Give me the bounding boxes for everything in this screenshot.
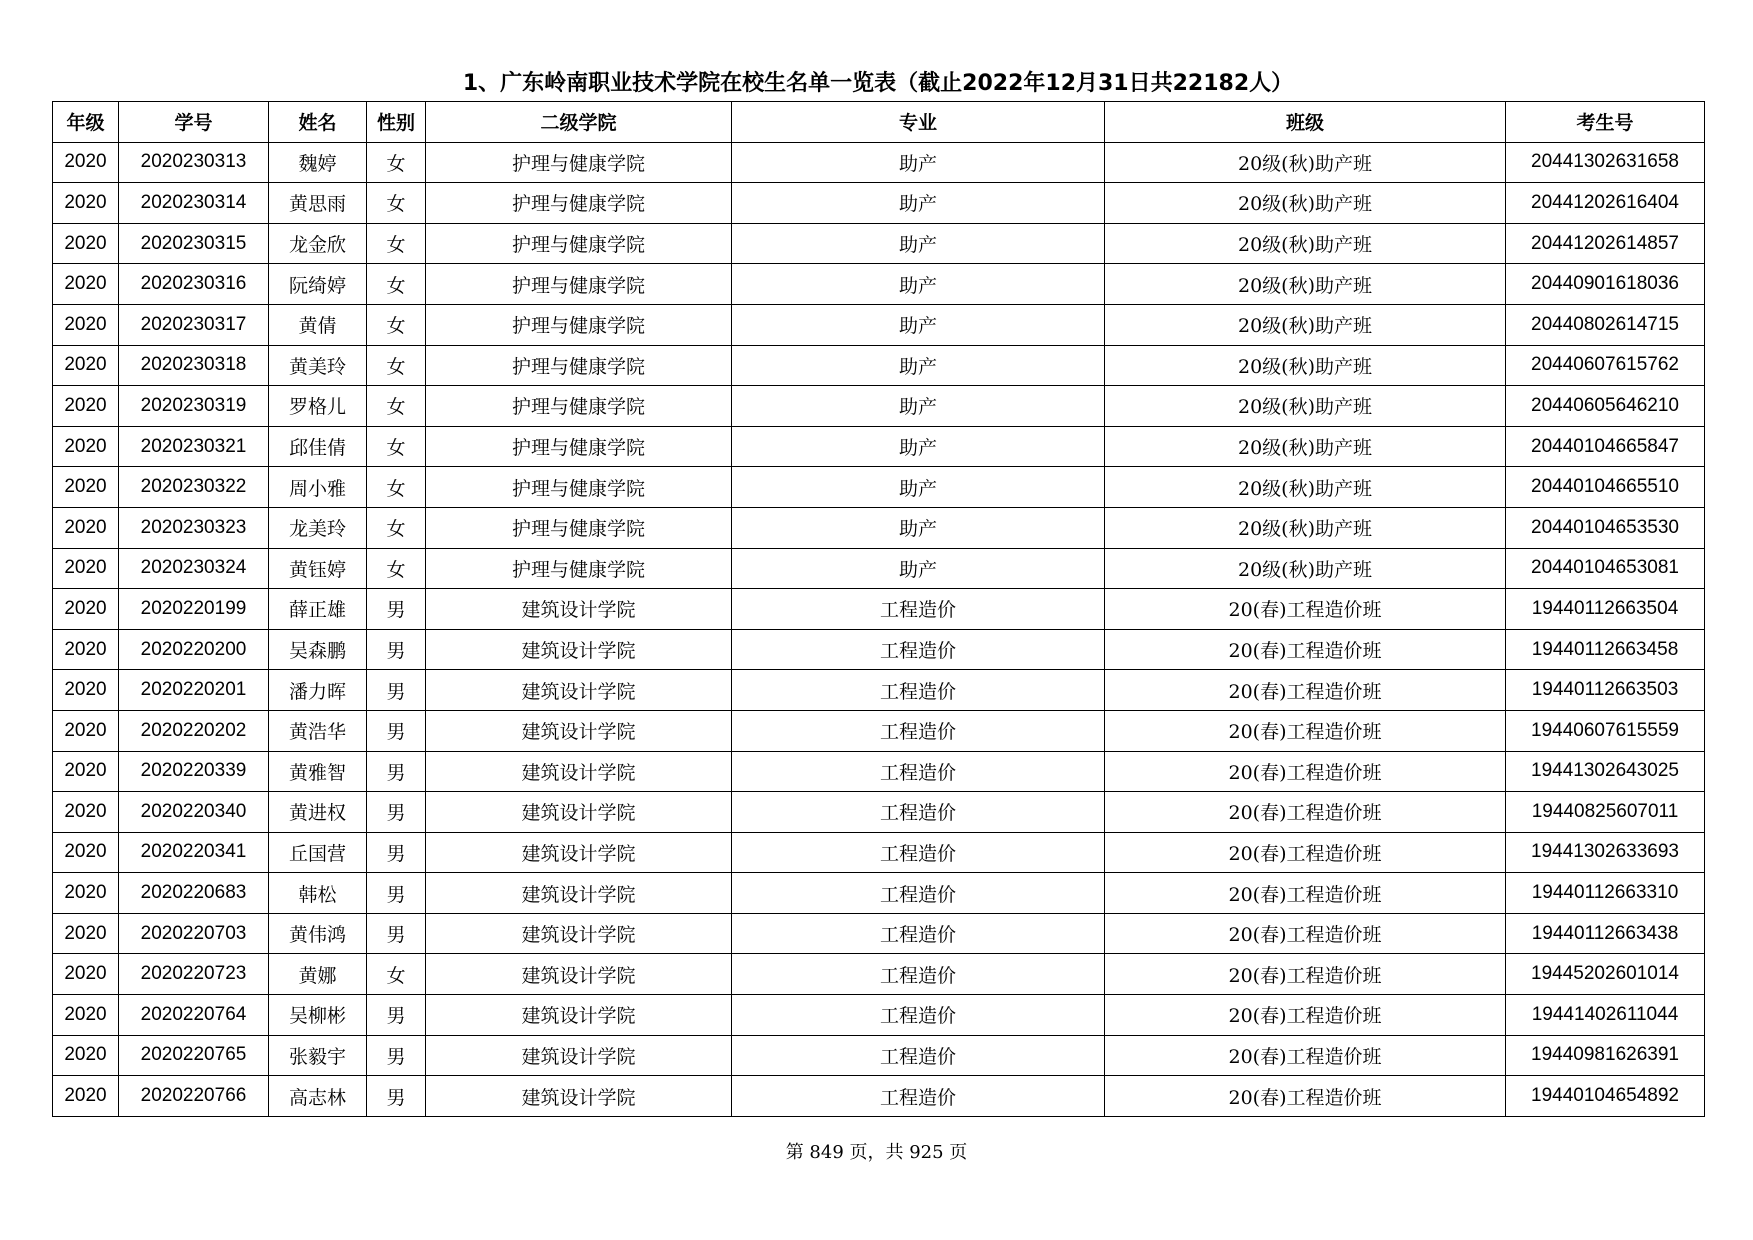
table-row [53,954,1705,995]
cell-gender: 女 [367,223,426,264]
cell-exam-number: 19441302633693 [1506,832,1705,873]
cell-gender: 女 [367,467,426,508]
cell-student-id: 2020220202 [119,710,269,751]
cell-student-id: 2020230313 [119,142,269,183]
cell-major: 工程造价 [732,913,1105,954]
cell-name: 周小雅 [269,467,367,508]
cell-student-id: 2020220703 [119,913,269,954]
cell-major: 助产 [732,548,1105,589]
cell-college: 护理与健康学院 [426,548,732,589]
cell-name: 黄进权 [269,792,367,833]
cell-class: 20(春)工程造价班 [1105,832,1506,873]
table-row [53,670,1705,711]
table-row [53,304,1705,345]
cell-exam-number: 19440981626391 [1506,1035,1705,1076]
cell-college: 建筑设计学院 [426,873,732,914]
cell-college: 护理与健康学院 [426,304,732,345]
cell-exam-number: 19440112663503 [1506,670,1705,711]
cell-student-id: 2020220683 [119,873,269,914]
cell-college: 建筑设计学院 [426,710,732,751]
cell-exam-number: 20440607615762 [1506,345,1705,386]
cell-college: 建筑设计学院 [426,792,732,833]
cell-name: 黄美玲 [269,345,367,386]
cell-major: 工程造价 [732,1035,1105,1076]
cell-class: 20级(秋)助产班 [1105,304,1506,345]
cell-grade: 2020 [53,751,119,792]
cell-class: 20(春)工程造价班 [1105,751,1506,792]
cell-name: 黄娜 [269,954,367,995]
cell-name: 薛正雄 [269,589,367,630]
cell-college: 建筑设计学院 [426,832,732,873]
cell-class: 20级(秋)助产班 [1105,548,1506,589]
cell-major: 助产 [732,223,1105,264]
cell-class: 20(春)工程造价班 [1105,629,1506,670]
table-row [53,467,1705,508]
cell-student-id: 2020230324 [119,548,269,589]
cell-student-id: 2020230323 [119,507,269,548]
cell-name: 龙金欣 [269,223,367,264]
cell-class: 20(春)工程造价班 [1105,710,1506,751]
cell-student-id: 2020230321 [119,426,269,467]
cell-grade: 2020 [53,913,119,954]
header-grade: 年级 [53,102,119,143]
cell-gender: 女 [367,386,426,427]
cell-grade: 2020 [53,386,119,427]
cell-class: 20(春)工程造价班 [1105,873,1506,914]
cell-student-id: 2020220339 [119,751,269,792]
cell-exam-number: 19440112663458 [1506,629,1705,670]
cell-major: 助产 [732,507,1105,548]
cell-major: 工程造价 [732,995,1105,1036]
cell-college: 建筑设计学院 [426,913,732,954]
table-row [53,913,1705,954]
cell-gender: 男 [367,710,426,751]
cell-college: 护理与健康学院 [426,507,732,548]
cell-student-id: 2020220764 [119,995,269,1036]
cell-grade: 2020 [53,589,119,630]
table-row [53,589,1705,630]
cell-gender: 男 [367,995,426,1036]
cell-exam-number: 19445202601014 [1506,954,1705,995]
cell-grade: 2020 [53,710,119,751]
cell-college: 护理与健康学院 [426,264,732,305]
cell-major: 助产 [732,467,1105,508]
table-body [53,142,1705,1116]
cell-gender: 女 [367,426,426,467]
cell-class: 20(春)工程造价班 [1105,913,1506,954]
cell-gender: 女 [367,304,426,345]
header-gender: 性别 [367,102,426,143]
cell-name: 黄钰婷 [269,548,367,589]
cell-college: 建筑设计学院 [426,751,732,792]
cell-student-id: 2020230316 [119,264,269,305]
cell-exam-number: 19440104654892 [1506,1076,1705,1117]
cell-grade: 2020 [53,264,119,305]
cell-college: 建筑设计学院 [426,1035,732,1076]
table-row [53,832,1705,873]
cell-class: 20(春)工程造价班 [1105,1035,1506,1076]
cell-gender: 男 [367,832,426,873]
cell-gender: 男 [367,589,426,630]
cell-exam-number: 19440112663310 [1506,873,1705,914]
cell-college: 建筑设计学院 [426,995,732,1036]
cell-exam-number: 20440802614715 [1506,304,1705,345]
table-row [53,1076,1705,1117]
table-row [53,426,1705,467]
cell-grade: 2020 [53,467,119,508]
cell-name: 黄思雨 [269,183,367,224]
cell-exam-number: 19440825607011 [1506,792,1705,833]
cell-student-id: 2020230314 [119,183,269,224]
cell-gender: 男 [367,792,426,833]
cell-student-id: 2020220199 [119,589,269,630]
cell-gender: 男 [367,1076,426,1117]
cell-gender: 女 [367,142,426,183]
cell-major: 助产 [732,142,1105,183]
cell-exam-number: 20441302631658 [1506,142,1705,183]
cell-grade: 2020 [53,1076,119,1117]
cell-college: 护理与健康学院 [426,467,732,508]
cell-student-id: 2020220200 [119,629,269,670]
cell-class: 20(春)工程造价班 [1105,792,1506,833]
cell-student-id: 2020220723 [119,954,269,995]
header-exam-number: 考生号 [1506,102,1705,143]
cell-student-id: 2020220765 [119,1035,269,1076]
cell-exam-number: 20440104665510 [1506,467,1705,508]
cell-college: 护理与健康学院 [426,142,732,183]
cell-exam-number: 19440607615559 [1506,710,1705,751]
cell-exam-number: 19441402611044 [1506,995,1705,1036]
cell-gender: 男 [367,670,426,711]
cell-exam-number: 20440605646210 [1506,386,1705,427]
cell-grade: 2020 [53,629,119,670]
cell-major: 工程造价 [732,589,1105,630]
cell-name: 吴柳彬 [269,995,367,1036]
cell-class: 20(春)工程造价班 [1105,670,1506,711]
cell-name: 丘国营 [269,832,367,873]
cell-name: 潘力晖 [269,670,367,711]
cell-name: 龙美玲 [269,507,367,548]
cell-college: 护理与健康学院 [426,345,732,386]
cell-grade: 2020 [53,142,119,183]
cell-grade: 2020 [53,1035,119,1076]
cell-name: 高志林 [269,1076,367,1117]
cell-grade: 2020 [53,954,119,995]
cell-gender: 男 [367,1035,426,1076]
cell-major: 助产 [732,386,1105,427]
header-class: 班级 [1105,102,1506,143]
page-footer: 第 849 页，共 925 页 [785,1142,968,1163]
cell-exam-number: 20440901618036 [1506,264,1705,305]
cell-gender: 男 [367,629,426,670]
cell-major: 助产 [732,304,1105,345]
cell-college: 建筑设计学院 [426,629,732,670]
cell-major: 工程造价 [732,1076,1105,1117]
cell-gender: 女 [367,264,426,305]
cell-major: 助产 [732,264,1105,305]
cell-student-id: 2020230319 [119,386,269,427]
cell-major: 工程造价 [732,710,1105,751]
table-row [53,183,1705,224]
cell-college: 护理与健康学院 [426,386,732,427]
cell-grade: 2020 [53,507,119,548]
cell-major: 工程造价 [732,832,1105,873]
cell-gender: 女 [367,548,426,589]
table-row [53,629,1705,670]
cell-name: 黄雅智 [269,751,367,792]
cell-major: 助产 [732,345,1105,386]
table-row [53,710,1705,751]
cell-student-id: 2020220341 [119,832,269,873]
table-row [53,264,1705,305]
header-student-id: 学号 [119,102,269,143]
cell-gender: 女 [367,507,426,548]
table-row [53,548,1705,589]
cell-class: 20级(秋)助产班 [1105,467,1506,508]
cell-college: 建筑设计学院 [426,1076,732,1117]
cell-grade: 2020 [53,792,119,833]
table-row [53,995,1705,1036]
cell-grade: 2020 [53,873,119,914]
cell-exam-number: 19441302643025 [1506,751,1705,792]
cell-grade: 2020 [53,995,119,1036]
table-row [53,223,1705,264]
cell-grade: 2020 [53,223,119,264]
page-title: 1、广东岭南职业技术学院在校生名单一览表（截止2022年12月31日共22182人） [462,71,1294,96]
cell-name: 韩松 [269,873,367,914]
cell-student-id: 2020220766 [119,1076,269,1117]
cell-class: 20级(秋)助产班 [1105,507,1506,548]
cell-grade: 2020 [53,304,119,345]
cell-gender: 男 [367,751,426,792]
table-row [53,873,1705,914]
cell-major: 工程造价 [732,751,1105,792]
cell-major: 工程造价 [732,792,1105,833]
cell-gender: 男 [367,913,426,954]
cell-grade: 2020 [53,670,119,711]
cell-college: 建筑设计学院 [426,670,732,711]
cell-class: 20(春)工程造价班 [1105,1076,1506,1117]
cell-class: 20级(秋)助产班 [1105,386,1506,427]
cell-exam-number: 20441202616404 [1506,183,1705,224]
cell-grade: 2020 [53,426,119,467]
cell-exam-number: 20441202614857 [1506,223,1705,264]
cell-name: 吴森鹏 [269,629,367,670]
cell-student-id: 2020230318 [119,345,269,386]
cell-major: 工程造价 [732,670,1105,711]
cell-class: 20级(秋)助产班 [1105,264,1506,305]
cell-name: 黄浩华 [269,710,367,751]
cell-gender: 女 [367,954,426,995]
cell-exam-number: 20440104653530 [1506,507,1705,548]
cell-exam-number: 19440112663504 [1506,589,1705,630]
cell-student-id: 2020220340 [119,792,269,833]
cell-student-id: 2020220201 [119,670,269,711]
cell-name: 罗格儿 [269,386,367,427]
cell-major: 工程造价 [732,629,1105,670]
cell-name: 阮绮婷 [269,264,367,305]
cell-college: 建筑设计学院 [426,589,732,630]
cell-name: 张毅宇 [269,1035,367,1076]
cell-grade: 2020 [53,548,119,589]
cell-grade: 2020 [53,345,119,386]
cell-major: 助产 [732,183,1105,224]
header-college: 二级学院 [426,102,732,143]
cell-name: 魏婷 [269,142,367,183]
cell-grade: 2020 [53,183,119,224]
cell-exam-number: 20440104665847 [1506,426,1705,467]
table-header-row [53,102,1705,143]
cell-exam-number: 19440112663438 [1506,913,1705,954]
cell-major: 助产 [732,426,1105,467]
cell-student-id: 2020230317 [119,304,269,345]
cell-student-id: 2020230322 [119,467,269,508]
cell-exam-number: 20440104653081 [1506,548,1705,589]
cell-class: 20级(秋)助产班 [1105,426,1506,467]
cell-class: 20(春)工程造价班 [1105,995,1506,1036]
cell-name: 邱佳倩 [269,426,367,467]
cell-gender: 女 [367,183,426,224]
cell-college: 护理与健康学院 [426,223,732,264]
cell-name: 黄倩 [269,304,367,345]
cell-college: 建筑设计学院 [426,954,732,995]
table-row [53,751,1705,792]
cell-class: 20级(秋)助产班 [1105,142,1506,183]
table-row [53,507,1705,548]
table-row [53,386,1705,427]
table-row [53,345,1705,386]
cell-student-id: 2020230315 [119,223,269,264]
table-row [53,1035,1705,1076]
cell-gender: 女 [367,345,426,386]
table-row [53,142,1705,183]
cell-college: 护理与健康学院 [426,183,732,224]
cell-name: 黄伟鸿 [269,913,367,954]
table-row [53,792,1705,833]
cell-gender: 男 [367,873,426,914]
cell-major: 工程造价 [732,954,1105,995]
cell-class: 20级(秋)助产班 [1105,183,1506,224]
cell-class: 20级(秋)助产班 [1105,345,1506,386]
cell-major: 工程造价 [732,873,1105,914]
cell-class: 20(春)工程造价班 [1105,954,1506,995]
cell-grade: 2020 [53,832,119,873]
cell-college: 护理与健康学院 [426,426,732,467]
cell-class: 20(春)工程造价班 [1105,589,1506,630]
cell-class: 20级(秋)助产班 [1105,223,1506,264]
header-major: 专业 [732,102,1105,143]
header-name: 姓名 [269,102,367,143]
student-roster-table [52,101,1705,1117]
